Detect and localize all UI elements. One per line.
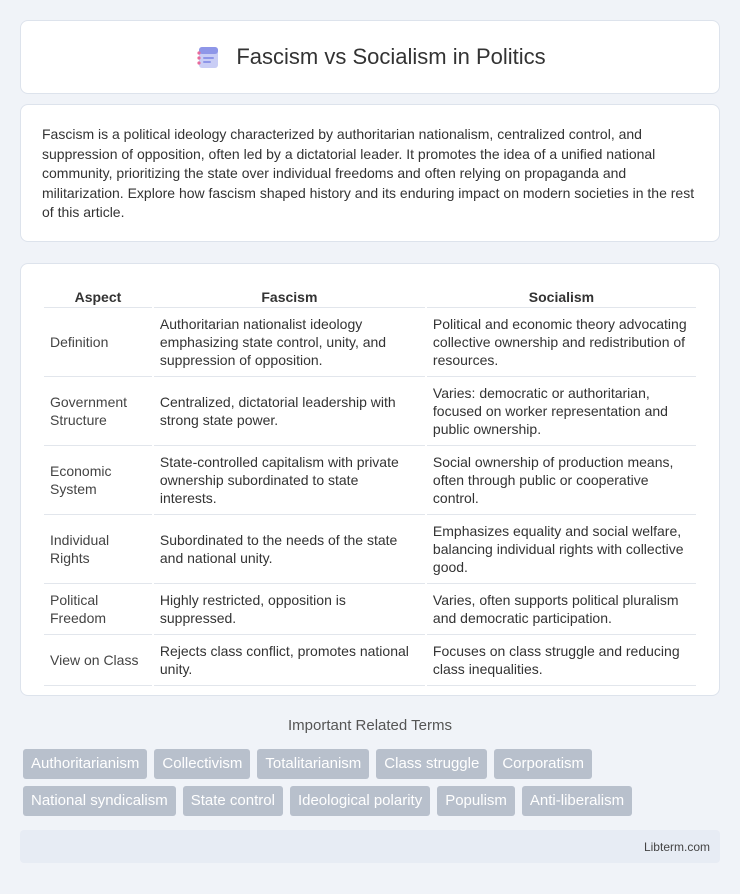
socialism-cell: Political and economic theory advocating collective ownership and redistribution of resources. — [427, 308, 696, 377]
socialism-cell: Focuses on class struggle and reducing class inequalities. — [427, 635, 696, 686]
tag-ideological-polarity[interactable]: Ideological polarity — [290, 786, 430, 816]
fascism-cell: Authoritarian nationalist ideology emphasizing state control, unity, and suppression of opposition. — [154, 308, 425, 377]
intro-paragraph: Fascism is a political ideology characterized by authoritarian nationalism, centralized control, and suppression of opposition, often led by a dictatorial leader. It promotes the idea of a unified national community, prioritizing the state over individual freedoms and often relying on propaganda and militarization. Explore how fascism shaped history and its enduring impact on modern societies in the rest of this article. — [42, 126, 695, 220]
page-title: Fascism vs Socialism in Politics — [236, 44, 546, 69]
table-row — [44, 635, 696, 686]
socialism-cell: Social ownership of production means, often through public or cooperative control. — [427, 446, 696, 515]
table-row — [44, 446, 696, 515]
table-row — [44, 584, 696, 635]
tag-class-struggle[interactable]: Class struggle — [376, 749, 487, 779]
tag-state-control[interactable]: State control — [183, 786, 283, 816]
aspect-cell: Economic System — [44, 446, 152, 515]
header-aspect: Aspect — [44, 286, 152, 308]
table-row — [44, 377, 696, 446]
header-fascism: Fascism — [154, 286, 425, 308]
fascism-cell: State-controlled capitalism with private ownership subordinated to state interests. — [154, 446, 425, 515]
table-row — [44, 515, 696, 584]
tag-totalitarianism[interactable]: Totalitarianism — [257, 749, 369, 779]
tag-national-syndicalism[interactable]: National syndicalism — [23, 786, 176, 816]
table-row — [44, 308, 696, 377]
aspect-cell: Definition — [44, 308, 152, 377]
fascism-cell: Rejects class conflict, promotes national unity. — [154, 635, 425, 686]
tag-authoritarianism[interactable]: Authoritarianism — [23, 749, 147, 779]
comparison-card — [20, 263, 720, 696]
related-terms-tags — [23, 749, 723, 823]
tag-populism[interactable]: Populism — [437, 786, 515, 816]
socialism-cell: Emphasizes equality and social welfare, balancing individual rights with collective good. — [427, 515, 696, 584]
aspect-cell: Political Freedom — [44, 584, 152, 635]
fascism-cell: Centralized, dictatorial leadership with strong state power. — [154, 377, 425, 446]
tag-collectivism[interactable]: Collectivism — [154, 749, 250, 779]
aspect-cell: Individual Rights — [44, 515, 152, 584]
notebook-icon — [194, 43, 222, 71]
tag-row — [23, 786, 723, 816]
fascism-cell: Highly restricted, opposition is suppressed. — [154, 584, 425, 635]
header-card — [20, 20, 720, 94]
related-terms-title: Important Related Terms — [288, 717, 452, 734]
comparison-table — [42, 286, 698, 686]
aspect-cell: View on Class — [44, 635, 152, 686]
fascism-cell: Subordinated to the needs of the state and national unity. — [154, 515, 425, 584]
tag-corporatism[interactable]: Corporatism — [494, 749, 592, 779]
intro-card — [20, 104, 720, 242]
tag-row — [23, 749, 723, 779]
socialism-cell: Varies: democratic or authoritarian, focused on worker representation and public ownership. — [427, 377, 696, 446]
header-socialism: Socialism — [427, 286, 696, 308]
footer — [20, 830, 720, 863]
socialism-cell: Varies, often supports political pluralism and democratic participation. — [427, 584, 696, 635]
footer-link[interactable]: Libterm.com — [643, 839, 710, 854]
tag-anti-liberalism[interactable]: Anti-liberalism — [522, 786, 632, 816]
aspect-cell: Government Structure — [44, 377, 152, 446]
title-wrap — [194, 43, 545, 71]
table-header-row — [44, 286, 696, 308]
